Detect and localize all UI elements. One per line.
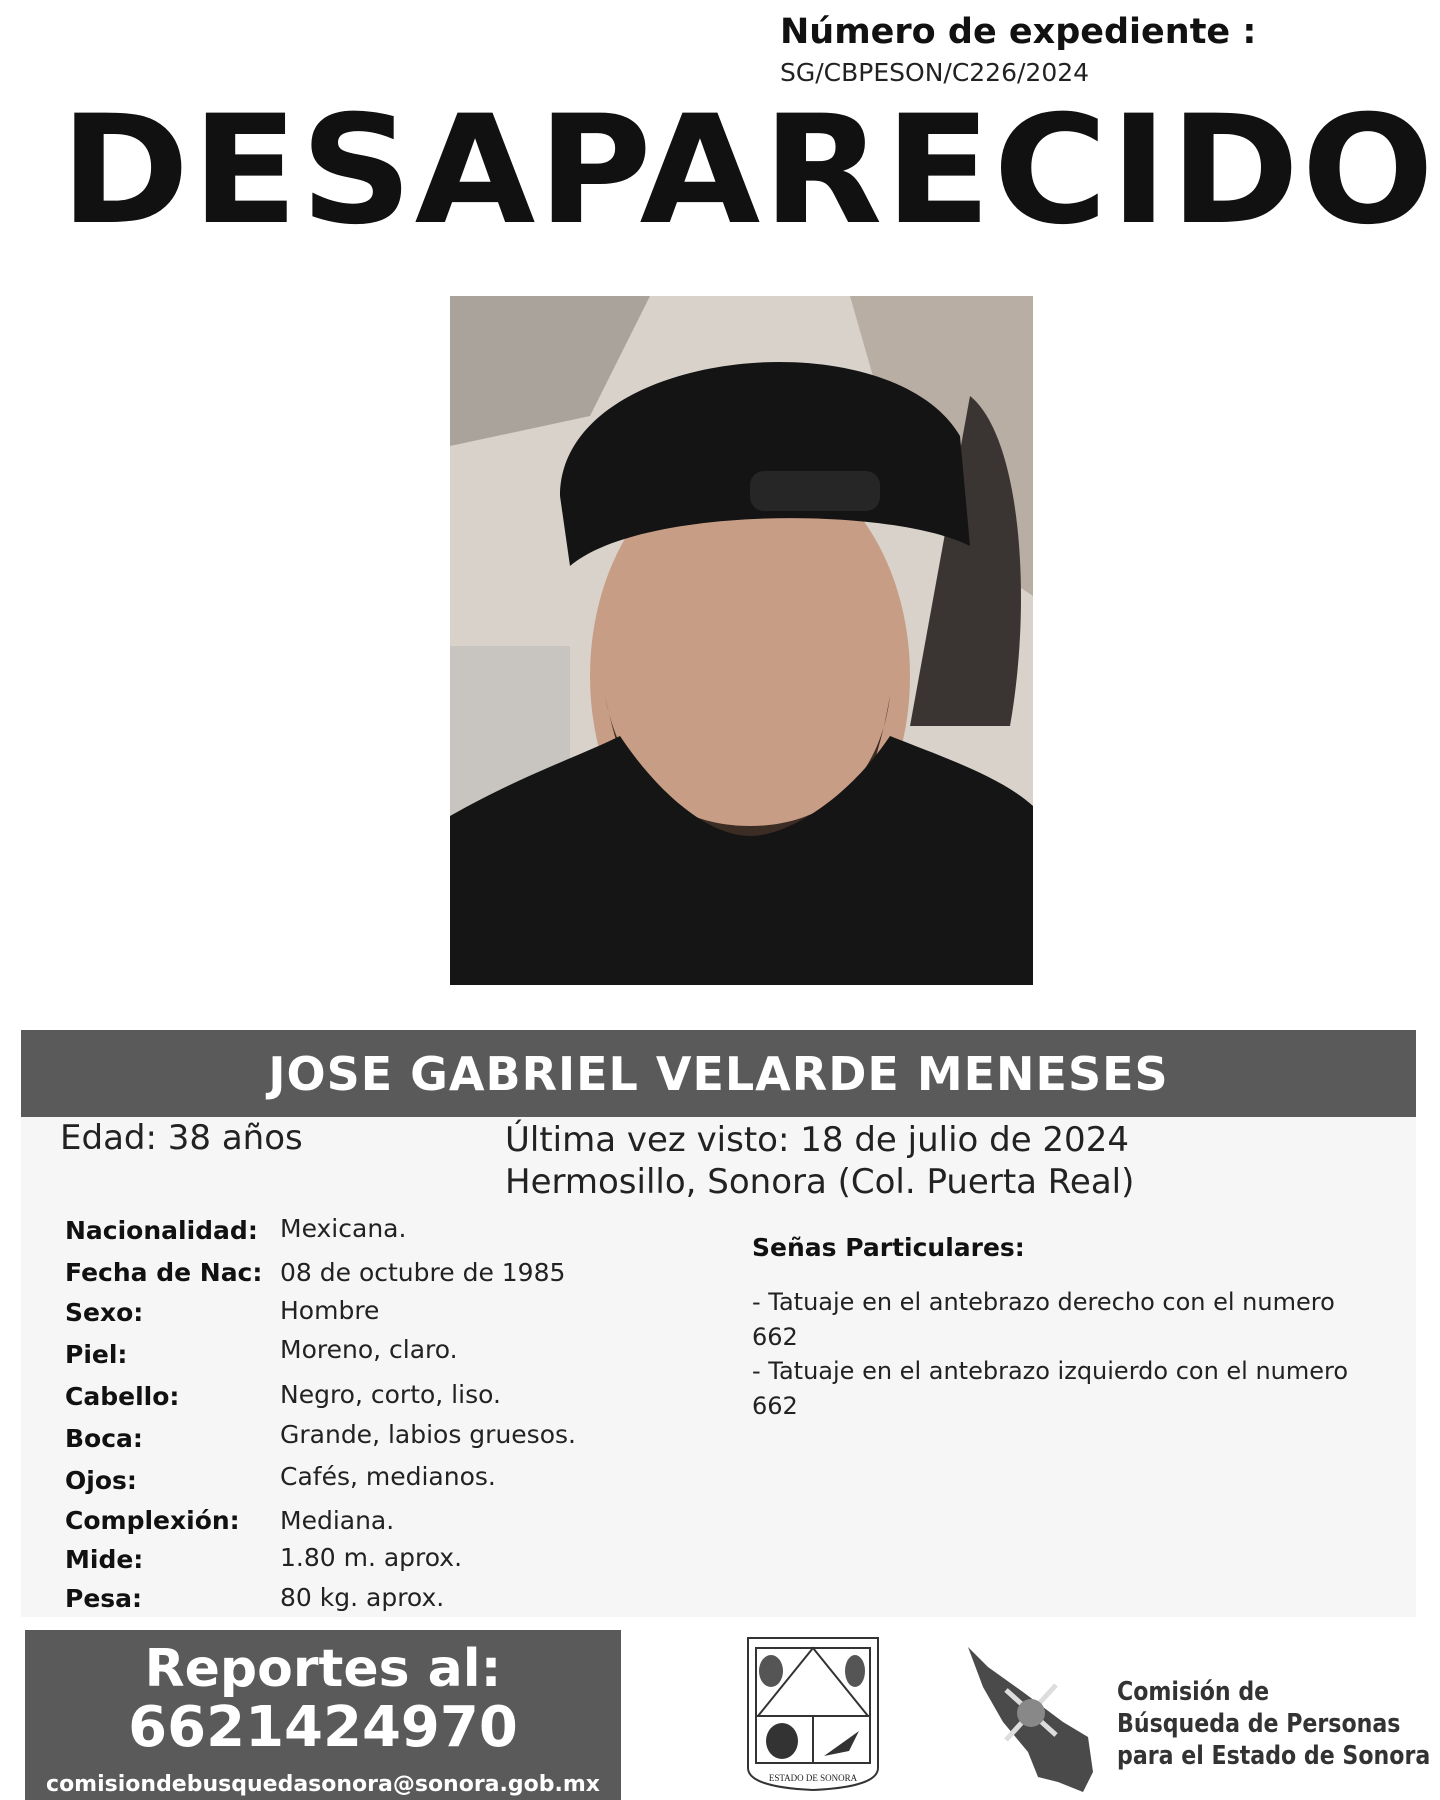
report-label: Reportes al: [144, 1639, 502, 1699]
senas-title: Señas Particulares: [752, 1233, 1025, 1262]
commission-map-logo [966, 1645, 1096, 1795]
sena-line: - Tatuaje en el antebrazo izquierdo con el numero [752, 1357, 1349, 1385]
commission-line: para el Estado de Sonora [1117, 1741, 1431, 1771]
sonora-shield-logo [744, 1636, 882, 1791]
report-box [25, 1630, 621, 1800]
sena-line: 662 [752, 1392, 798, 1420]
commission-line: Comisión de [1117, 1677, 1270, 1707]
attr-value-cabello: Negro, corto, liso. [280, 1380, 501, 1409]
expediente-label: Número de expediente : [780, 12, 1257, 52]
commission-line: Búsqueda de Personas [1117, 1709, 1401, 1739]
svg-text:ESTADO DE SONORA: ESTADO DE SONORA [768, 1773, 858, 1783]
person-name-band [21, 1030, 1416, 1117]
attr-value-mide: 1.80 m. aprox. [280, 1543, 463, 1572]
report-phone[interactable]: 6621424970 [128, 1695, 518, 1760]
commission-name [1117, 1676, 1430, 1772]
attr-value-fecha: 08 de octubre de 1985 [280, 1258, 566, 1287]
report-email[interactable]: comisiondebusquedasonora@sonora.gob.mx [46, 1772, 600, 1797]
attr-label-cabello: Cabello: [65, 1382, 180, 1411]
attr-label-mide: Mide: [65, 1545, 144, 1574]
attr-label-boca: Boca: [65, 1424, 143, 1453]
sena-line: - Tatuaje en el antebrazo derecho con el numero [752, 1288, 1335, 1316]
missing-person-photo [450, 296, 1033, 985]
attr-label-pesa: Pesa: [65, 1584, 143, 1613]
attr-value-pesa: 80 kg. aprox. [280, 1583, 445, 1612]
attr-value-complexion: Mediana. [280, 1506, 395, 1535]
attr-value-piel: Moreno, claro. [280, 1335, 458, 1364]
person-name: JOSE GABRIEL VELARDE MENESES [268, 1046, 1169, 1101]
last-seen-location: Hermosillo, Sonora (Col. Puerta Real) [505, 1162, 1135, 1202]
attr-label-piel: Piel: [65, 1340, 128, 1369]
attr-label-complexion: Complexión: [65, 1506, 240, 1535]
attr-value-nacionalidad: Mexicana. [280, 1214, 407, 1243]
attr-value-sexo: Hombre [280, 1296, 380, 1325]
attr-value-ojos: Cafés, medianos. [280, 1462, 496, 1491]
attr-value-boca: Grande, labios gruesos. [280, 1420, 576, 1449]
sena-line: 662 [752, 1323, 798, 1351]
attr-label-ojos: Ojos: [65, 1466, 137, 1495]
attr-label-fecha: Fecha de Nac: [65, 1258, 263, 1287]
age: Edad: 38 años [60, 1118, 303, 1158]
last-seen-date: Última vez visto: 18 de julio de 2024 [505, 1120, 1129, 1160]
attr-label-nacionalidad: Nacionalidad: [65, 1216, 258, 1245]
page-title: DESAPARECIDO [60, 84, 1437, 258]
attr-label-sexo: Sexo: [65, 1298, 144, 1327]
expediente-value: SG/CBPESON/C226/2024 [780, 58, 1090, 87]
